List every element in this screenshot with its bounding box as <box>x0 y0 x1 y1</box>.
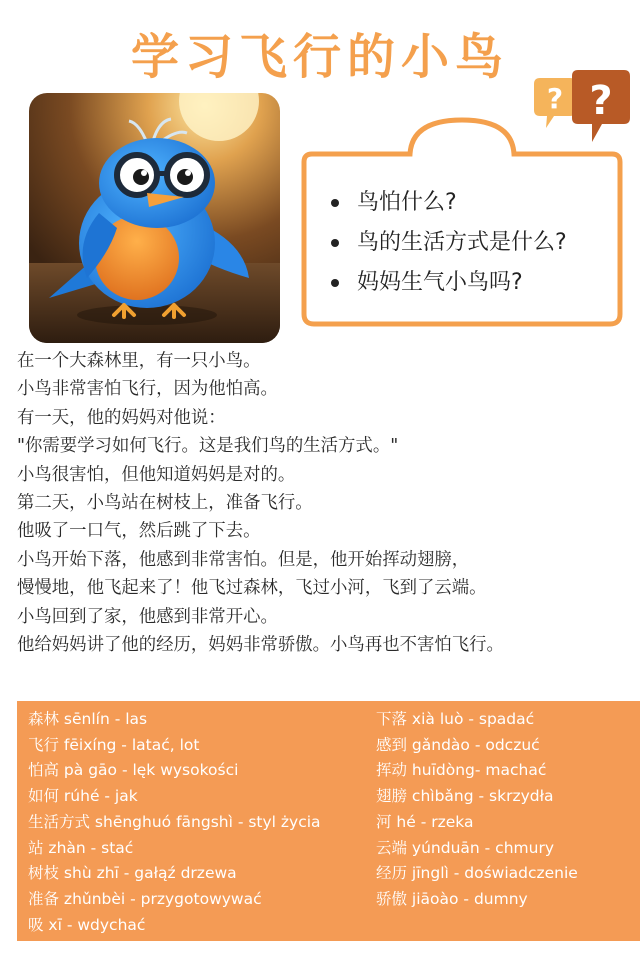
vocab-item: 骄傲 jiāoào - dumny <box>376 889 528 908</box>
story-line: 第二天，小鸟站在树枝上，准备飞行。 <box>17 493 313 514</box>
vocab-item: 生活方式 shēnghuó fāngshì - styl życia <box>28 812 321 831</box>
question-item: 妈妈生气小鸟吗? <box>325 263 615 303</box>
story-text <box>17 347 632 659</box>
story-line: 小鸟回到了家，他感到非常开心。 <box>17 606 278 627</box>
vocab-item: 吸 xī - wdychać <box>28 915 146 934</box>
bird-illustration <box>29 93 280 343</box>
vocab-item: 飞行 fēixíng - latać, lot <box>28 735 200 754</box>
story-line: 小鸟非常害怕飞行，因为他怕高。 <box>17 379 278 400</box>
story-line: "你需要学习如何飞行。这是我们鸟的生活方式。" <box>17 436 399 457</box>
vocab-item: 树枝 shù zhī - gałąź drzewa <box>28 864 237 883</box>
vocab-item: 挥动 huīdòng- machać <box>376 761 547 780</box>
vocab-item: 经历 jīnglì - doświadczenie <box>376 864 578 883</box>
svg-text:?: ? <box>546 82 564 115</box>
story-line: 小鸟开始下落，他感到非常害怕。但是，他开始挥动翅膀， <box>17 549 470 570</box>
vocab-item: 感到 gǎndào - odczuć <box>376 735 540 754</box>
vocab-item: 翅膀 chìbǎng - skrzydła <box>376 787 554 806</box>
story-line: 慢慢地，他飞起来了！他飞过森林，飞过小河，飞到了云端。 <box>17 578 487 599</box>
vocab-item: 怕高 pà gāo - lęk wysokości <box>28 761 239 780</box>
vocabulary-column-left <box>28 707 321 938</box>
question-item: 鸟怕什么? <box>325 183 615 223</box>
story-line: 有一天，他的妈妈对他说： <box>17 407 226 428</box>
question-item: 鸟的生活方式是什么? <box>325 223 615 263</box>
vocab-item: 准备 zhǔnbèi - przygotowywać <box>28 889 262 908</box>
vocab-item: 河 hé - rzeka <box>376 812 474 831</box>
vocab-item: 下落 xià luò - spadać <box>376 710 535 728</box>
vocab-item: 云端 yúnduān - chmury <box>376 838 554 857</box>
story-line: 他吸了一口气，然后跳了下去。 <box>17 521 261 542</box>
vocabulary-column-right <box>376 707 578 913</box>
vocab-item: 森林 sēnlín - las <box>28 710 148 728</box>
story-line: 在一个大森林里，有一只小鸟。 <box>17 351 261 371</box>
story-line: 小鸟很害怕，但他知道妈妈是对的。 <box>17 464 296 485</box>
vocabulary-panel <box>17 701 640 941</box>
svg-text:?: ? <box>589 78 613 124</box>
vocab-item: 站 zhàn - stać <box>28 838 134 857</box>
vocab-item: 如何 rúhé - jak <box>28 787 138 806</box>
page-title: 学习飞行的小鸟 <box>130 29 509 85</box>
question-list <box>325 183 615 303</box>
story-line: 他给妈妈讲了他的经历，妈妈非常骄傲。小鸟再也不害怕飞行。 <box>17 635 504 656</box>
